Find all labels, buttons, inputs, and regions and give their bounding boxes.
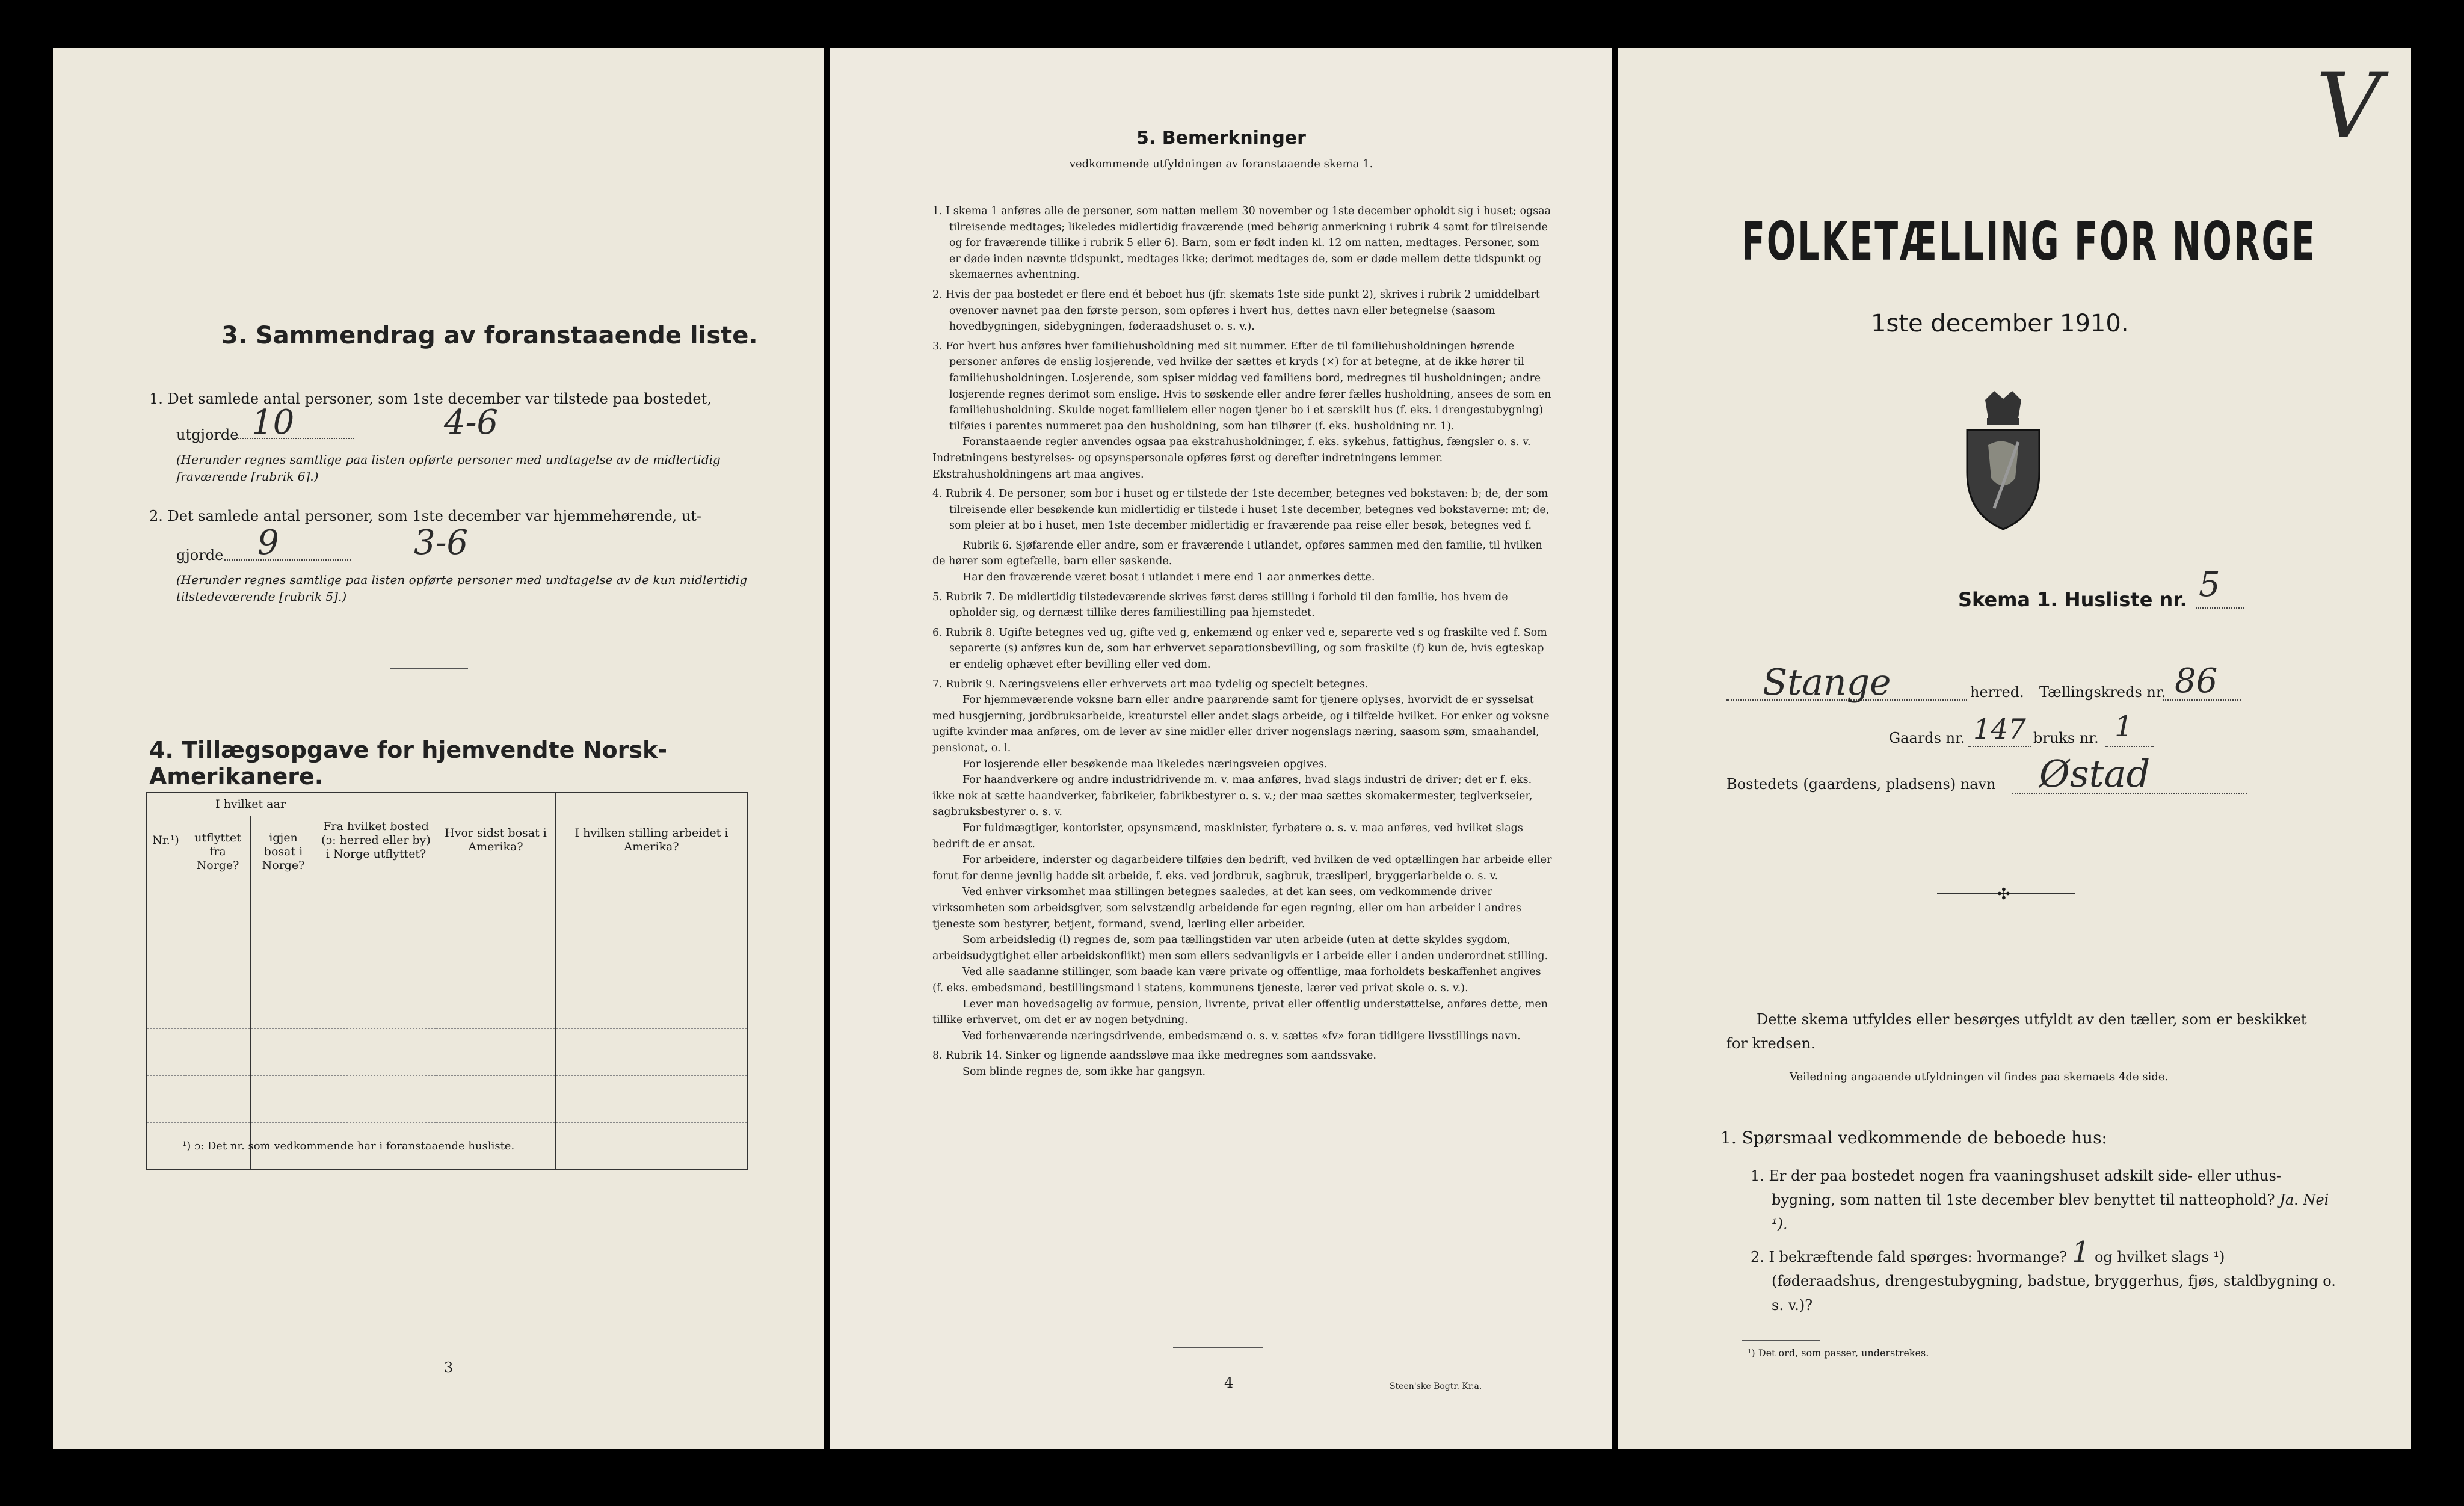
kreds-label: Tællingskreds nr.: [2039, 684, 2166, 701]
main-title: FOLKETÆLLING FOR NORGE: [1742, 211, 2317, 272]
herred-handwritten: Stange: [1763, 662, 1891, 704]
remarks-body: [932, 203, 1552, 1080]
page-number: 4: [1224, 1374, 1234, 1391]
col-nr: Nr.¹): [147, 793, 185, 888]
question-1-answer: Ja. Nei ¹).: [1772, 1191, 2329, 1232]
summary-item-2: 2. Det samlede antal personer, som 1ste december var hjemmehørende, ut-: [149, 508, 701, 524]
gaards-label: Gaards nr.: [1889, 730, 1965, 746]
remark-7: 7. Rubrik 9. Næringsveiens eller erhvervets art maa tydelig og specielt betegnes.: [932, 678, 1369, 690]
bruks-handwritten: 1: [2114, 710, 2133, 743]
table-row: [147, 888, 748, 935]
remark-2: 2. Hvis der paa bostedet er flere end ét beboet hus (jfr. skemats 1ste side punkt 2), skrives i rubrik 2 umiddelbart ovenover navnet paa den første person, som opføres i hvert hus, dettes navn eller betegnelse (saasom hovedbygningen, sidebygningen, føderaadshuset o. s. v.).: [932, 288, 1540, 333]
bosted-handwritten: Østad: [2039, 752, 2151, 796]
item-1-label: utgjorde: [176, 426, 239, 443]
remark-4c: Har den fraværende været bosat i utlandet i mere end 1 aar anmerkes dette.: [962, 571, 1375, 584]
section-3-title: 3. Sammendrag av foranstaaende liste.: [221, 322, 758, 349]
remark-7b: For hjemmeværende voksne barn eller andre paarørende samt for tjenere oplyses, hvorvidt de er sysselsat med husgjerning, jordbruksarbeide, kreaturstel eller andet slags arbeide, og i tilfælde hvilket. For enker og voksne ugifte kvinder maa anføres, om de lever av sine midler eller driver nogenslags næring, saasom søm, smaahandel, pensionat, o. l.: [932, 694, 1550, 754]
summary-item-1: 1. Det samlede antal personer, som 1ste december var tilstede paa bostedet,: [149, 390, 712, 407]
col-utflyttet: utflyttet fra Norge?: [185, 816, 251, 888]
divider: [1173, 1347, 1263, 1348]
instruction-small: Veiledning angaaende utfyldningen vil findes paa skemaets 4de side.: [1790, 1071, 2169, 1083]
page-number: 3: [444, 1359, 454, 1376]
remark-3: 3. For hvert hus anføres hver familiehusholdning med sit nummer. Efter de til familiehusholdningen hørende personer anføres de enslig losjerende, ved hvilke der sættes et kryds (×) for at betegne, at de ikke hører til familiehusholdningen. Losjerende, som spiser middag ved familiens bord, medregnes til husholdningen; andre losjerende regnes derimot som enslige. Hvis to søskende eller andre fører fælles husholdning, ansees de som en familiehusholdning. Skulde noget familielem eller nogen tjener bo i et særskilt hus (f. eks. i drengestubygning) tilføies i parentes nummeret paa den husholdning, som han tilhører (f. eks. husholdning nr. 1).: [932, 340, 1551, 432]
table-row: [147, 1029, 748, 1076]
remark-3b: Foranstaaende regler anvendes ogsaa paa ekstrahusholdninger, f. eks. sykehus, fattighus, fængsler o. s. v. Indretningens bestyrelses- og opsynspersonale opføres først og derefter indretningens lemmer. Ekstrahusholdningens art maa angives.: [932, 436, 1531, 481]
remark-8: 8. Rubrik 14. Sinker og lignende aandssløve maa ikke medregnes som aandssvake.: [932, 1050, 1376, 1062]
section-4-title: 4. Tillægsopgave for hjemvendte Norsk-Amerikanere.: [149, 737, 667, 790]
table-row: [147, 1076, 748, 1123]
page-3-summary: [53, 48, 824, 1449]
table-footnote: ¹) ɔ: Det nr. som vedkommende har i foranstaaende husliste.: [182, 1140, 515, 1152]
remark-7k: Ved forhenværende næringsdrivende, embedsmænd o. s. v. sættes «fv» foran tidligere livsstillings navn.: [962, 1030, 1521, 1042]
norway-coat-of-arms-icon: [1958, 388, 2048, 532]
remark-1: 1. I skema 1 anføres alle de personer, som natten mellem 30 november og 1ste december opholdt sig i huset; ogsaa tilreisende medtages; likeledes midlertidig fraværende (med behørig anmerkning i rubrik 4 samt for tilreisende og for fraværende tillike i rubrik 5 eller 6). Barn, som er født inden kl. 12 om natten, medtages. Personer, som er døde inden nævnte tidspunkt, medtages ikke; derimot medtages de, som er døde mellem dette tidspunkt og skemaernes avhentning.: [932, 205, 1551, 281]
remark-7h: Som arbeidsledig (l) regnes de, som paa tællingstiden var uten arbeide (uten at dette skyldes sygdom, arbeidsudygtighet eller arbeidskonflikt) men som ellers sedvanligvis er i arbeide eller i anden underordnet stilling.: [932, 934, 1548, 962]
remark-7c: For losjerende eller besøkende maa likeledes næringsveien opgives.: [962, 758, 1328, 770]
question-2-handwritten: 1: [2071, 1235, 2090, 1269]
gaards-handwritten: 147: [1973, 713, 2026, 745]
item-1-note: (Herunder regnes samtlige paa listen opførte personer med undtagelse av de midlertidig fraværende [rubrik 6].): [176, 452, 721, 484]
bosted-label: Bostedets (gaardens, pladsens) navn: [1726, 776, 1996, 793]
ornament-icon: ✣: [1997, 885, 2010, 903]
item-1-handwritten-split: 4-6: [444, 403, 499, 442]
item-2-handwritten-total: 9: [257, 523, 279, 562]
remark-7j: Lever man hovedsagelig av formue, pension, livrente, privat eller offentlig understøttelse, anføres dette, men tillike erhvervet, om det er av nogen betydning.: [932, 998, 1548, 1027]
kreds-handwritten: 86: [2175, 662, 2218, 701]
remark-7e: For fuldmægtiger, kontorister, opsynsmænd, maskinister, fyrbøtere o. s. v. maa anføres, ved hvilket slags bedrift de er ansat.: [932, 822, 1523, 850]
col-igjen: igjen bosat i Norge?: [251, 816, 316, 888]
divider: [390, 668, 468, 669]
cover-footnote: ¹) Det ord, som passer, understrekes.: [1748, 1347, 1929, 1359]
remark-4b: Rubrik 6. Sjøfarende eller andre, som er fraværende i utlandet, opføres sammen med den familie, til hvilken de hører som egtefælle, barn eller søskende.: [932, 539, 1542, 568]
instruction-text: Dette skema utfyldes eller besørges utfyldt av den tæller, som er beskikket for kredsen.: [1726, 1011, 2307, 1052]
remark-5: 5. Rubrik 7. De midlertidig tilstedeværende skrives først deres stilling i forhold til den familie, hos hvem de opholder sig, og dernæst tillike deres familiestilling paa hjemstedet.: [932, 591, 1508, 619]
remark-7d: For haandverkere og andre industridrivende m. v. maa anføres, hvad slags industri de driver; det er f. eks. ikke nok at sætte haandverker, fabrikeier, fabrikbestyrer o. s. v.; der maa sættes skomakermester, teglverkseier, sagbruksbestyrer o. s. v.: [932, 774, 1533, 819]
remark-4: 4. Rubrik 4. De personer, som bor i huset og er tilstede der 1ste december, betegnes ved bokstaven: b; de, der som tilreisende eller besøkende kun midlertidig er tilstede i huset 1ste december, betegnes ved bokstaverne: mt; de, som pleier at bo i huset, men 1ste december midlertidig er fraværende paa reise eller besøk, betegnes ved f.: [932, 488, 1550, 532]
schema-handwritten-nr: 5: [2199, 565, 2220, 604]
schema-label: Skema 1. Husliste nr.: [1958, 588, 2187, 611]
question-1-text: 1. Er der paa bostedet nogen fra vaaningshuset adskilt side- eller uthus-bygning, som natten til 1ste december blev benyttet til natteophold?: [1751, 1167, 2281, 1208]
remark-8b: Som blinde regnes de, som ikke har gangsyn.: [962, 1065, 1206, 1078]
remark-7f: For arbeidere, inderster og dagarbeidere tilføies den bedrift, ved hvilken de ved optællingen har arbeide eller forut for denne jevnlig hadde sit arbeide, f. eks. ved jordbruk, sagbruk, træsliperi, bryggeriarbeide o. s. v.: [932, 854, 1552, 882]
bruks-fill-line: [2105, 746, 2154, 747]
item-2-note: (Herunder regnes samtlige paa listen opførte personer med undtagelse av de kun midlertidig tilstedeværende [rubrik 5].): [176, 573, 748, 604]
col-group-aar: I hvilket aar: [185, 793, 316, 816]
question-1: [1751, 1164, 2337, 1236]
herred-label: herred.: [1970, 684, 2024, 701]
schema-fill-line: [2196, 607, 2244, 609]
census-date: 1ste december 1910.: [1871, 310, 2129, 337]
page-1-cover: [1618, 48, 2411, 1449]
question-2: [1751, 1235, 2337, 1317]
printer-credit: Steen'ske Bogtr. Kr.a.: [1390, 1382, 1482, 1391]
remark-6: 6. Rubrik 8. Ugifte betegnes ved ug, gifte ved g, enkemænd og enker ved e, separerte ved s og fraskilte ved f. Som separerte (s) anføres kun de, som har erhvervet separationsbevilling, og som fraskilte (f) kun de, hvis egteskap er endelig ophævet efter bevilling eller ved dom.: [932, 626, 1547, 671]
col-amerika: Hvor sidst bosat i Amerika?: [436, 793, 556, 888]
check-mark: V: [2306, 54, 2391, 159]
remarks-subtitle: vedkommende utfyldningen av foranstaaende skema 1.: [1069, 158, 1373, 170]
question-2-rest: og hvilket slags ¹) (føderaadshus, drengestubygning, badstue, bryggerhus, fjøs, staldbygning o. s. v.)?: [1772, 1249, 2336, 1314]
remarks-title: 5. Bemerkninger: [1136, 128, 1306, 149]
page-4-remarks: [830, 48, 1612, 1449]
table-row: [147, 935, 748, 982]
question-2-text: 2. I bekræftende fald spørges: hvormange?: [1751, 1249, 2068, 1265]
norsk-amerikanere-table: [146, 792, 748, 1170]
col-bosted: Fra hvilket bosted (ɔ: herred eller by) i Norge utflyttet?: [316, 793, 436, 888]
remark-7i: Ved alle saadanne stillinger, som baade kan være private og offentlige, maa forholdets beskaffenhet angives (f. eks. embedsmand, bestillingsmand i statens, kommunens tjeneste, lærer ved privat skole o. s. v.).: [932, 966, 1541, 994]
question-section-title: 1. Spørsmaal vedkommende de beboede hus:: [1720, 1128, 2107, 1148]
table-row: [147, 982, 748, 1029]
item-2-handwritten-split: 3-6: [414, 523, 469, 562]
item-2-fill-line: [224, 559, 351, 561]
bruks-label: bruks nr.: [2033, 730, 2099, 746]
gaards-fill-line: [1968, 746, 2031, 747]
col-stilling: I hvilken stilling arbeidet i Amerika?: [556, 793, 748, 888]
divider: [1742, 1340, 1820, 1341]
remark-7g: Ved enhver virksomhet maa stillingen betegnes saaledes, at det kan sees, om vedkommende driver virksomheten som arbeidsgiver, som selvstændig arbeidende for egen regning, eller om han arbeider i andres tjeneste som bestyrer, betjent, formand, svend, lærling eller arbeider.: [932, 886, 1521, 930]
item-1-handwritten-total: 10: [251, 403, 295, 442]
item-2-label: gjorde: [176, 547, 224, 564]
